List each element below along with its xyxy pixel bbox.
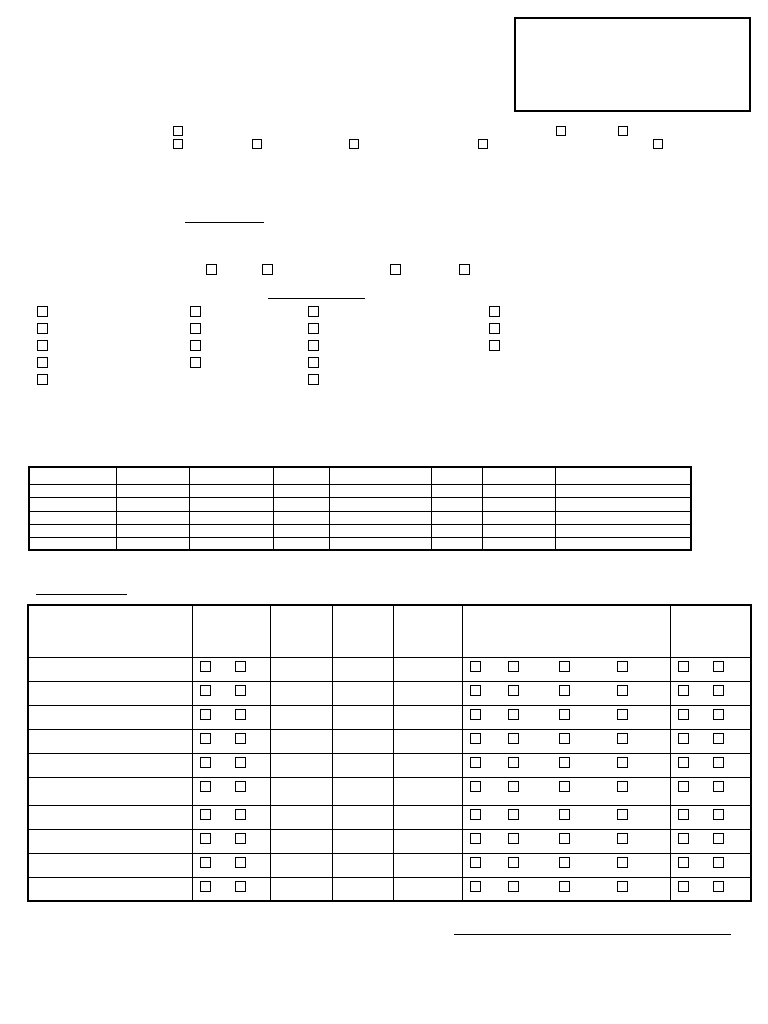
table-cell [193, 777, 271, 805]
table-cell[interactable] [270, 705, 332, 729]
table-cell[interactable] [116, 511, 189, 524]
table-cell[interactable] [394, 657, 463, 681]
table-cell[interactable] [555, 537, 691, 550]
table-cell[interactable] [273, 467, 329, 484]
table-cell [463, 705, 670, 729]
table-cell [670, 705, 751, 729]
checkbox[interactable] [508, 857, 519, 868]
table-row [28, 853, 751, 877]
table-row [28, 729, 751, 753]
checkbox[interactable] [308, 323, 319, 334]
table-cell[interactable] [394, 829, 463, 853]
checkbox[interactable] [713, 857, 724, 868]
table-cell[interactable] [29, 497, 116, 511]
checkbox[interactable] [556, 126, 566, 136]
table-cell[interactable] [482, 467, 555, 484]
checkbox[interactable] [206, 264, 217, 275]
checkbox[interactable] [308, 340, 319, 351]
checkbox[interactable] [713, 733, 724, 744]
table-cell[interactable] [28, 805, 193, 829]
checkbox[interactable] [478, 139, 488, 149]
table-row [28, 705, 751, 729]
table-cell[interactable] [431, 537, 482, 550]
checkbox[interactable] [559, 685, 570, 696]
table-cell[interactable] [332, 729, 394, 753]
checkbox[interactable] [200, 685, 211, 696]
checkbox[interactable] [200, 709, 211, 720]
checkbox[interactable] [713, 757, 724, 768]
table-cell [670, 829, 751, 853]
checkbox[interactable] [235, 857, 246, 868]
table-cell [670, 805, 751, 829]
header-cell [332, 605, 394, 657]
checkbox[interactable] [508, 881, 519, 892]
table-cell[interactable] [332, 705, 394, 729]
checkbox[interactable] [508, 781, 519, 792]
table-cell[interactable] [29, 467, 116, 484]
table-cell[interactable] [273, 524, 329, 537]
checkbox[interactable] [617, 709, 628, 720]
table-cell [193, 681, 271, 705]
table-row [28, 829, 751, 853]
table-cell[interactable] [270, 853, 332, 877]
table-cell[interactable] [555, 497, 691, 511]
checkbox[interactable] [508, 661, 519, 672]
checkbox[interactable] [190, 323, 201, 334]
checkbox[interactable] [713, 661, 724, 672]
table-cell[interactable] [332, 853, 394, 877]
table-cell[interactable] [329, 524, 431, 537]
checkbox[interactable] [678, 733, 689, 744]
checkbox[interactable] [470, 661, 481, 672]
header-cell [670, 605, 751, 657]
table-cell[interactable] [332, 777, 394, 805]
checkbox[interactable] [713, 685, 724, 696]
checkbox[interactable] [617, 881, 628, 892]
table-cell[interactable] [329, 497, 431, 511]
checkbox[interactable] [617, 733, 628, 744]
table-cell [193, 729, 271, 753]
checkbox[interactable] [617, 833, 628, 844]
table-cell[interactable] [482, 537, 555, 550]
table-row [28, 805, 751, 829]
checkbox[interactable] [508, 809, 519, 820]
checkbox[interactable] [470, 733, 481, 744]
checkbox[interactable] [678, 757, 689, 768]
checkbox[interactable] [508, 833, 519, 844]
grid-table-a [28, 466, 692, 551]
table-cell[interactable] [116, 467, 189, 484]
checkbox[interactable] [235, 709, 246, 720]
checkbox[interactable] [713, 833, 724, 844]
checkbox[interactable] [200, 809, 211, 820]
table-cell[interactable] [116, 484, 189, 497]
table-cell[interactable] [273, 537, 329, 550]
checkbox[interactable] [349, 139, 359, 149]
table-cell [463, 853, 670, 877]
checkbox[interactable] [678, 857, 689, 868]
table-row [28, 877, 751, 901]
checkbox[interactable] [200, 661, 211, 672]
table-cell [193, 805, 271, 829]
table-cell[interactable] [116, 524, 189, 537]
checkbox[interactable] [252, 139, 262, 149]
table-cell[interactable] [482, 524, 555, 537]
table-cell[interactable] [189, 511, 273, 524]
checkbox[interactable] [37, 323, 48, 334]
checkbox[interactable] [200, 857, 211, 868]
checkbox[interactable] [713, 881, 724, 892]
checkbox[interactable] [235, 881, 246, 892]
table-cell[interactable] [329, 467, 431, 484]
table-cell[interactable] [555, 524, 691, 537]
table-cell[interactable] [29, 537, 116, 550]
table-cell[interactable] [270, 681, 332, 705]
checkbox[interactable] [190, 357, 201, 368]
checkbox[interactable] [470, 833, 481, 844]
table-cell[interactable] [332, 657, 394, 681]
checkbox[interactable] [617, 757, 628, 768]
table-cell[interactable] [270, 729, 332, 753]
table-cell[interactable] [270, 829, 332, 853]
checkbox[interactable] [618, 126, 628, 136]
header-cell [463, 605, 670, 657]
table-cell[interactable] [270, 805, 332, 829]
checkbox[interactable] [678, 833, 689, 844]
table-cell[interactable] [270, 877, 332, 901]
checkbox[interactable] [308, 374, 319, 385]
header-cell [270, 605, 332, 657]
table-cell[interactable] [431, 484, 482, 497]
table-cell [670, 657, 751, 681]
table-cell[interactable] [394, 681, 463, 705]
table-cell [463, 657, 670, 681]
table-cell[interactable] [394, 877, 463, 901]
table-cell[interactable] [189, 497, 273, 511]
checkbox[interactable] [37, 306, 48, 317]
table-cell[interactable] [28, 853, 193, 877]
table-cell[interactable] [482, 484, 555, 497]
checkbox[interactable] [559, 757, 570, 768]
table-cell[interactable] [189, 537, 273, 550]
table-cell [463, 777, 670, 805]
table-cell[interactable] [270, 657, 332, 681]
checkbox[interactable] [508, 709, 519, 720]
checkbox[interactable] [200, 757, 211, 768]
checkbox[interactable] [235, 833, 246, 844]
checkbox[interactable] [617, 685, 628, 696]
table-cell [193, 877, 271, 901]
table-cell[interactable] [116, 497, 189, 511]
table-cell[interactable] [29, 484, 116, 497]
table-cell[interactable] [273, 511, 329, 524]
checkbox[interactable] [559, 857, 570, 868]
table-cell[interactable] [189, 524, 273, 537]
checkbox[interactable] [678, 809, 689, 820]
checkbox[interactable] [678, 709, 689, 720]
table-cell[interactable] [394, 777, 463, 805]
table-cell[interactable] [431, 497, 482, 511]
table-row [28, 681, 751, 705]
table-cell [463, 753, 670, 777]
table-cell[interactable] [431, 467, 482, 484]
checkbox[interactable] [559, 833, 570, 844]
checkbox[interactable] [713, 809, 724, 820]
table-cell[interactable] [394, 705, 463, 729]
table-cell[interactable] [29, 511, 116, 524]
header-cell [28, 605, 193, 657]
checkbox[interactable] [713, 709, 724, 720]
checkbox[interactable] [678, 685, 689, 696]
header-cell [193, 605, 271, 657]
table-cell [193, 705, 271, 729]
table-cell [193, 657, 271, 681]
table-row [28, 777, 751, 805]
checkbox[interactable] [470, 781, 481, 792]
table-cell[interactable] [270, 777, 332, 805]
table-cell[interactable] [394, 805, 463, 829]
table-cell[interactable] [189, 467, 273, 484]
checkbox[interactable] [508, 757, 519, 768]
checkbox[interactable] [559, 733, 570, 744]
table-cell[interactable] [482, 511, 555, 524]
table-cell[interactable] [28, 729, 193, 753]
checkbox[interactable] [37, 374, 48, 385]
table-cell [670, 729, 751, 753]
checkbox[interactable] [470, 857, 481, 868]
checkbox[interactable] [200, 733, 211, 744]
table-cell[interactable] [555, 511, 691, 524]
table-cell [463, 805, 670, 829]
checkbox[interactable] [559, 709, 570, 720]
table-cell[interactable] [273, 497, 329, 511]
checkbox[interactable] [713, 781, 724, 792]
table-cell[interactable] [270, 753, 332, 777]
grid-table-b [27, 604, 752, 902]
table-cell[interactable] [28, 829, 193, 853]
checkbox[interactable] [489, 340, 500, 351]
checkbox[interactable] [508, 685, 519, 696]
table-cell[interactable] [116, 537, 189, 550]
field-underline[interactable] [268, 298, 365, 299]
checkbox[interactable] [173, 139, 183, 149]
table-cell[interactable] [555, 467, 691, 484]
checkbox[interactable] [559, 661, 570, 672]
checkbox[interactable] [470, 757, 481, 768]
table-cell [670, 853, 751, 877]
checkbox[interactable] [678, 661, 689, 672]
checkbox[interactable] [559, 881, 570, 892]
checkbox[interactable] [308, 306, 319, 317]
table-cell [193, 829, 271, 853]
checkbox[interactable] [200, 833, 211, 844]
header-cell [394, 605, 463, 657]
checkbox[interactable] [200, 881, 211, 892]
table-row [28, 753, 751, 777]
checkbox[interactable] [235, 685, 246, 696]
table-cell[interactable] [28, 681, 193, 705]
checkbox[interactable] [262, 264, 273, 275]
checkbox[interactable] [200, 781, 211, 792]
checkbox[interactable] [470, 709, 481, 720]
checkbox[interactable] [190, 340, 201, 351]
field-underline[interactable] [185, 222, 264, 223]
checkbox[interactable] [459, 264, 470, 275]
checkbox[interactable] [617, 781, 628, 792]
checkbox[interactable] [235, 781, 246, 792]
checkbox[interactable] [489, 323, 500, 334]
checkbox[interactable] [653, 139, 663, 149]
checkbox[interactable] [617, 809, 628, 820]
checkbox[interactable] [390, 264, 401, 275]
table-cell[interactable] [482, 497, 555, 511]
table-cell [670, 753, 751, 777]
checkbox[interactable] [190, 306, 201, 317]
table-cell[interactable] [329, 511, 431, 524]
checkbox[interactable] [489, 306, 500, 317]
field-underline[interactable] [36, 594, 127, 595]
checkbox[interactable] [173, 126, 183, 136]
table-header-row [28, 605, 751, 657]
table-cell[interactable] [332, 681, 394, 705]
table-cell [463, 877, 670, 901]
table-cell[interactable] [28, 753, 193, 777]
checkbox[interactable] [37, 340, 48, 351]
checkbox[interactable] [617, 857, 628, 868]
table-cell [670, 777, 751, 805]
table-cell [463, 681, 670, 705]
table-cell[interactable] [28, 705, 193, 729]
table-cell[interactable] [332, 829, 394, 853]
table-cell[interactable] [329, 537, 431, 550]
table-cell [193, 753, 271, 777]
table-cell[interactable] [431, 511, 482, 524]
checkbox[interactable] [235, 757, 246, 768]
checkbox[interactable] [617, 661, 628, 672]
checkbox[interactable] [235, 661, 246, 672]
table-cell[interactable] [394, 753, 463, 777]
table-cell[interactable] [28, 777, 193, 805]
checkbox[interactable] [678, 881, 689, 892]
checkbox[interactable] [508, 733, 519, 744]
table-cell [670, 681, 751, 705]
checkbox[interactable] [470, 809, 481, 820]
table-cell [670, 877, 751, 901]
checkbox[interactable] [559, 809, 570, 820]
table-cell[interactable] [332, 877, 394, 901]
table-cell[interactable] [29, 524, 116, 537]
table-cell[interactable] [189, 484, 273, 497]
table-cell[interactable] [332, 753, 394, 777]
table-cell[interactable] [394, 853, 463, 877]
checkbox[interactable] [235, 809, 246, 820]
table-row [28, 657, 751, 681]
table-cell[interactable] [329, 484, 431, 497]
table-cell [463, 829, 670, 853]
table-cell [463, 729, 670, 753]
checkbox[interactable] [235, 733, 246, 744]
checkbox[interactable] [470, 685, 481, 696]
signature-line[interactable] [454, 934, 731, 935]
office-use-box [514, 17, 751, 112]
table-cell[interactable] [273, 484, 329, 497]
checkbox[interactable] [559, 781, 570, 792]
checkbox[interactable] [308, 357, 319, 368]
table-cell[interactable] [28, 877, 193, 901]
table-cell[interactable] [28, 657, 193, 681]
table-cell [193, 853, 271, 877]
checkbox[interactable] [37, 357, 48, 368]
checkbox[interactable] [678, 781, 689, 792]
checkbox[interactable] [470, 881, 481, 892]
table-cell[interactable] [555, 484, 691, 497]
table-cell[interactable] [394, 729, 463, 753]
table-cell[interactable] [332, 805, 394, 829]
table-cell[interactable] [431, 524, 482, 537]
